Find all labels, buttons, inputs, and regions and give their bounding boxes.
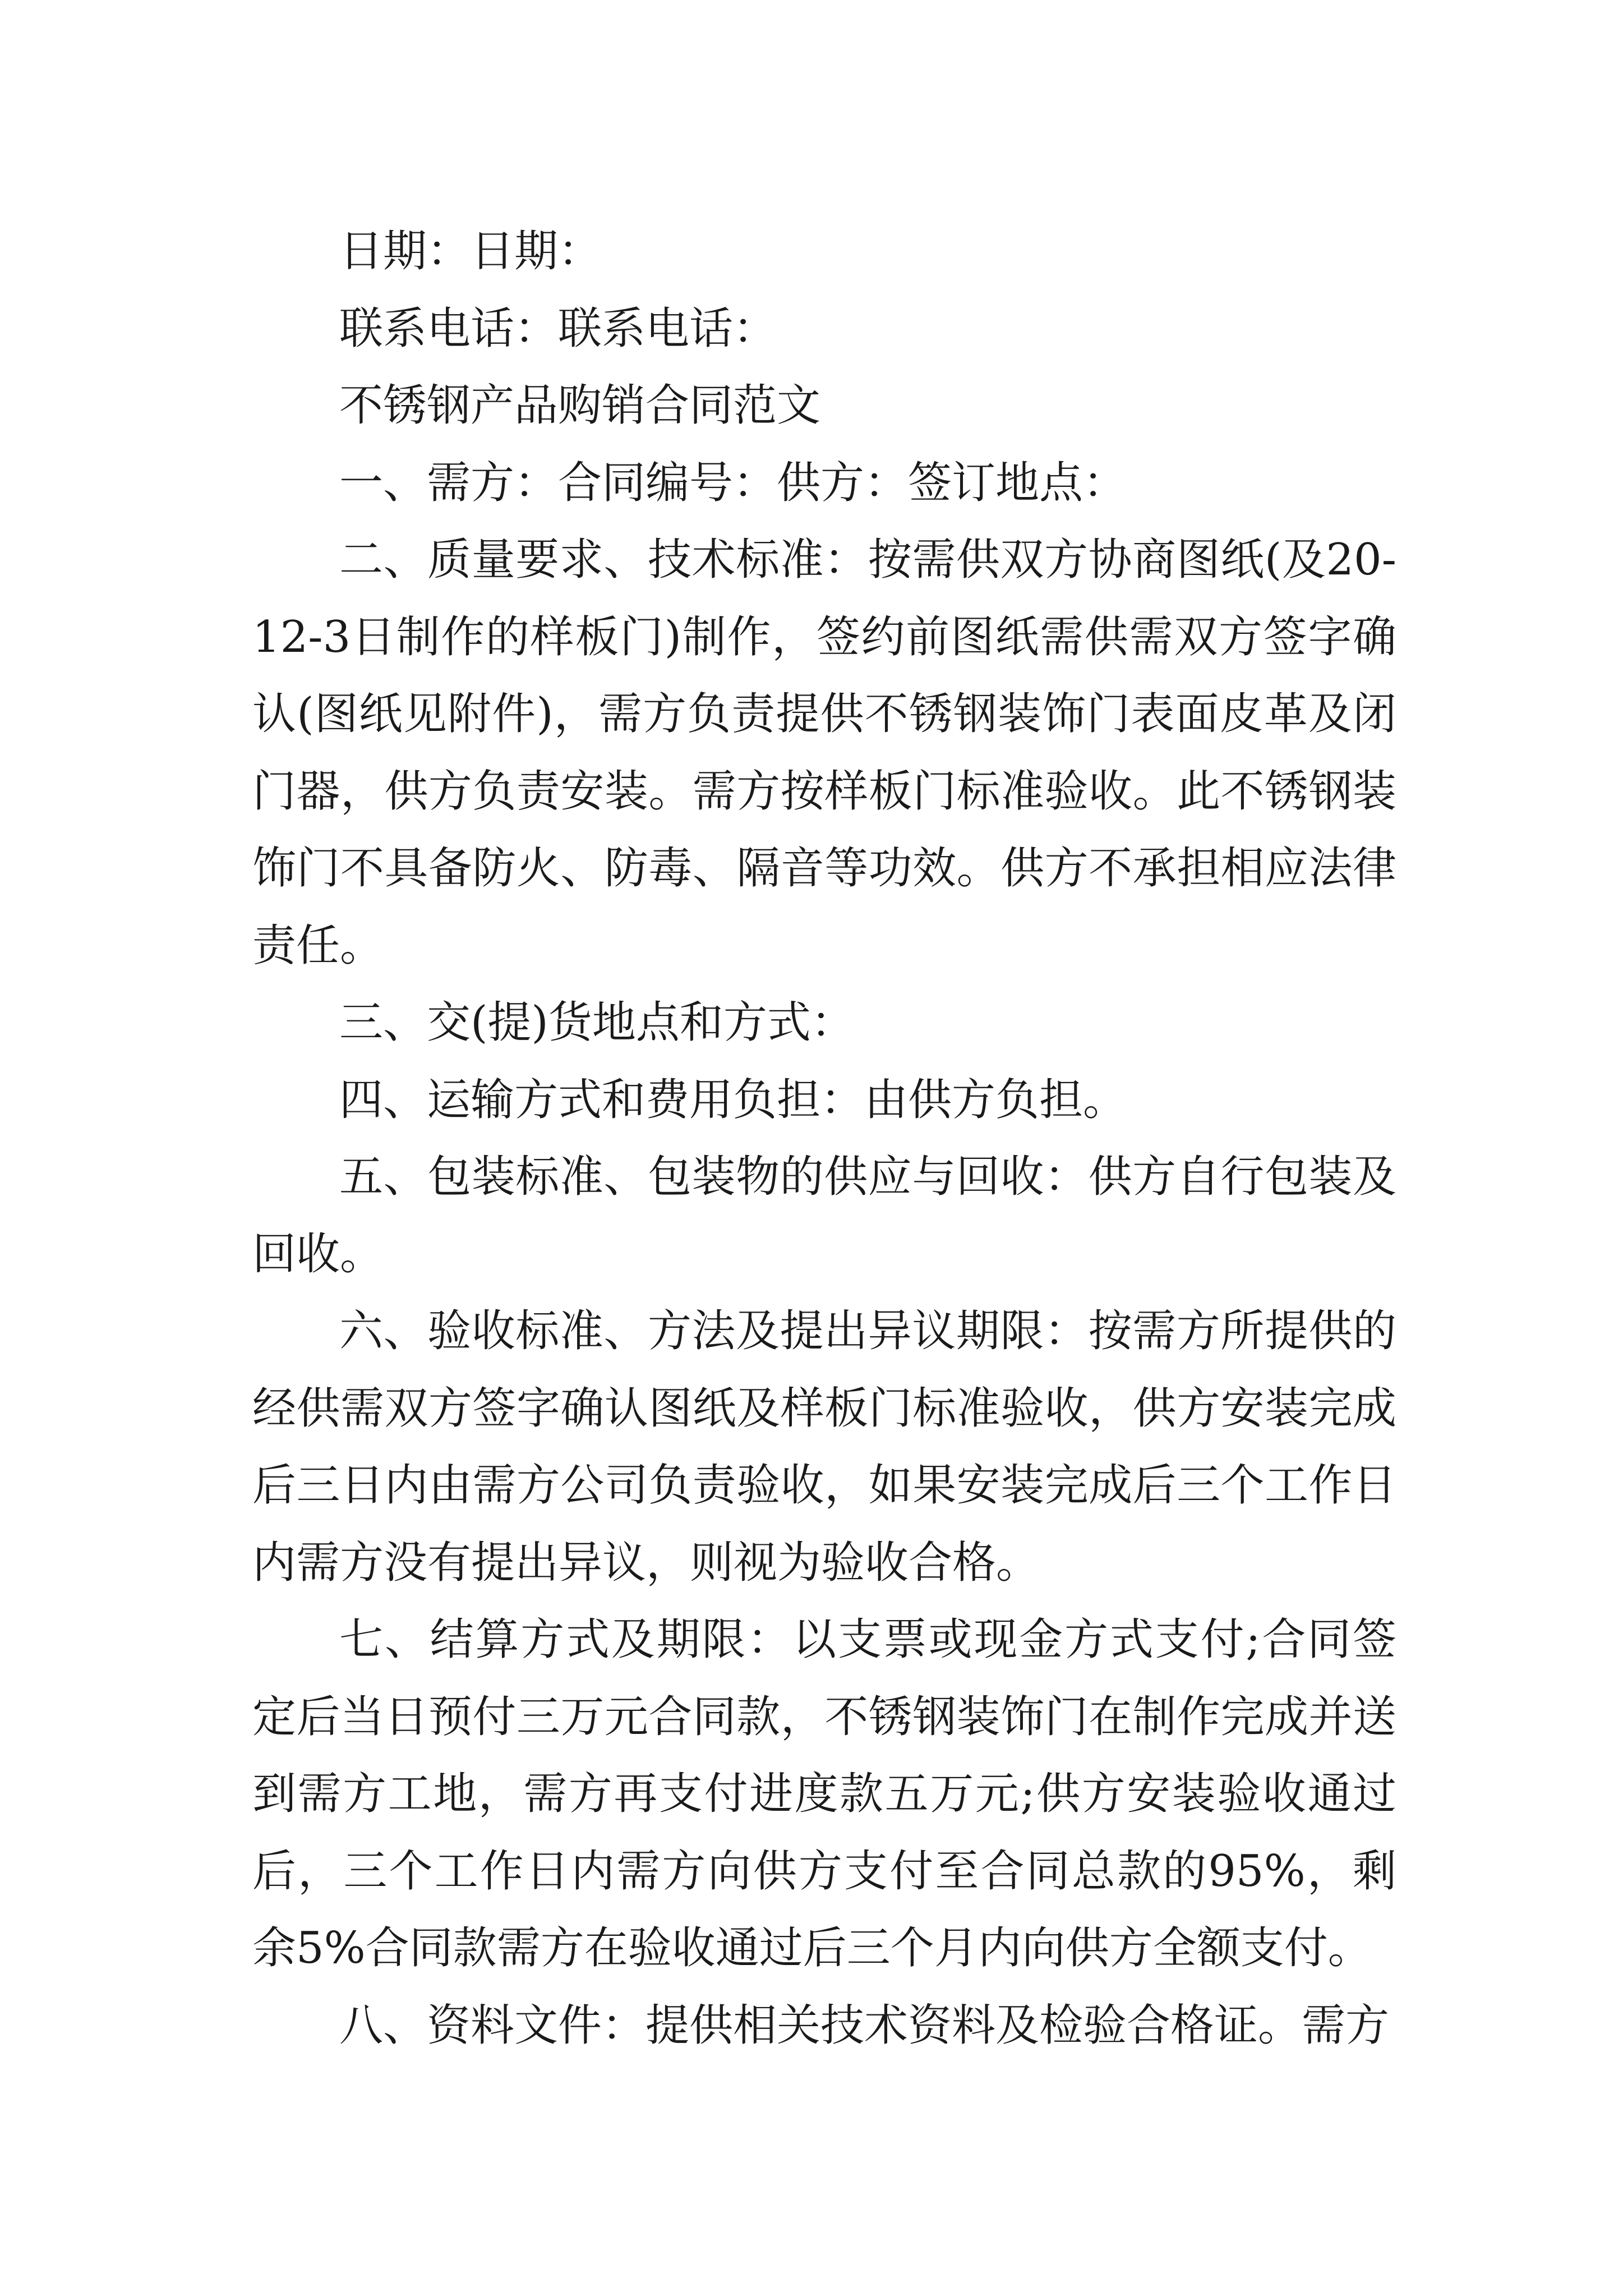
clause-7-settlement: 七、结算方式及期限：以支票或现金方式支付;合同签定后当日预付三万元合同款，不锈钢装饰门在制作完成并送到需方工地，需方再支付进度款五万元;供方安装验收通过后，三个工作日内需方向供方支付至合同总款的95%，剩余5%合同款需方在验收通过后三个月内向供方全额支付。 — [252, 1614, 1396, 1973]
clause-8-documents: 八、资料文件：提供相关技术资料及检验合格证。需方 — [339, 2000, 1390, 2051]
clause-5-packaging: 五、包装标准、包装物的供应与回收：供方自行包装及回收。 — [252, 1152, 1396, 1280]
date-line: 日期：日期： — [339, 226, 602, 277]
clause-6-acceptance: 六、验收标准、方法及提出异议期限：按需方所提供的经供需双方签字确认图纸及样板门标准验收，供方安装完成后三日内由需方公司负责验收，如果安装完成后三个工作日内需方没有提出异议，则视为验收合格。 — [252, 1306, 1396, 1588]
contract-body — [252, 213, 1396, 2064]
clause-3-delivery: 三、交(提)货地点和方式： — [339, 997, 855, 1048]
contract-title: 不锈钢产品购销合同范文 — [339, 380, 821, 431]
clause-4-transport: 四、运输方式和费用负担：由供方负担。 — [339, 1074, 1127, 1125]
phone-line: 联系电话：联系电话： — [339, 303, 777, 354]
clause-1-parties: 一、需方：合同编号：供方：签订地点： — [339, 457, 1127, 508]
clause-2-quality: 二、质量要求、技术标准：按需供双方协商图纸(及20-12-3日制作的样板门)制作，签约前图纸需供需双方签字确认(图纸见附件)，需方负责提供不锈钢装饰门表面皮革及闭门器，供方负责安装。需方按样板门标准验收。此不锈钢装饰门不具备防火、防毒、隔音等功效。供方不承担相应法律责任。 — [252, 535, 1396, 971]
